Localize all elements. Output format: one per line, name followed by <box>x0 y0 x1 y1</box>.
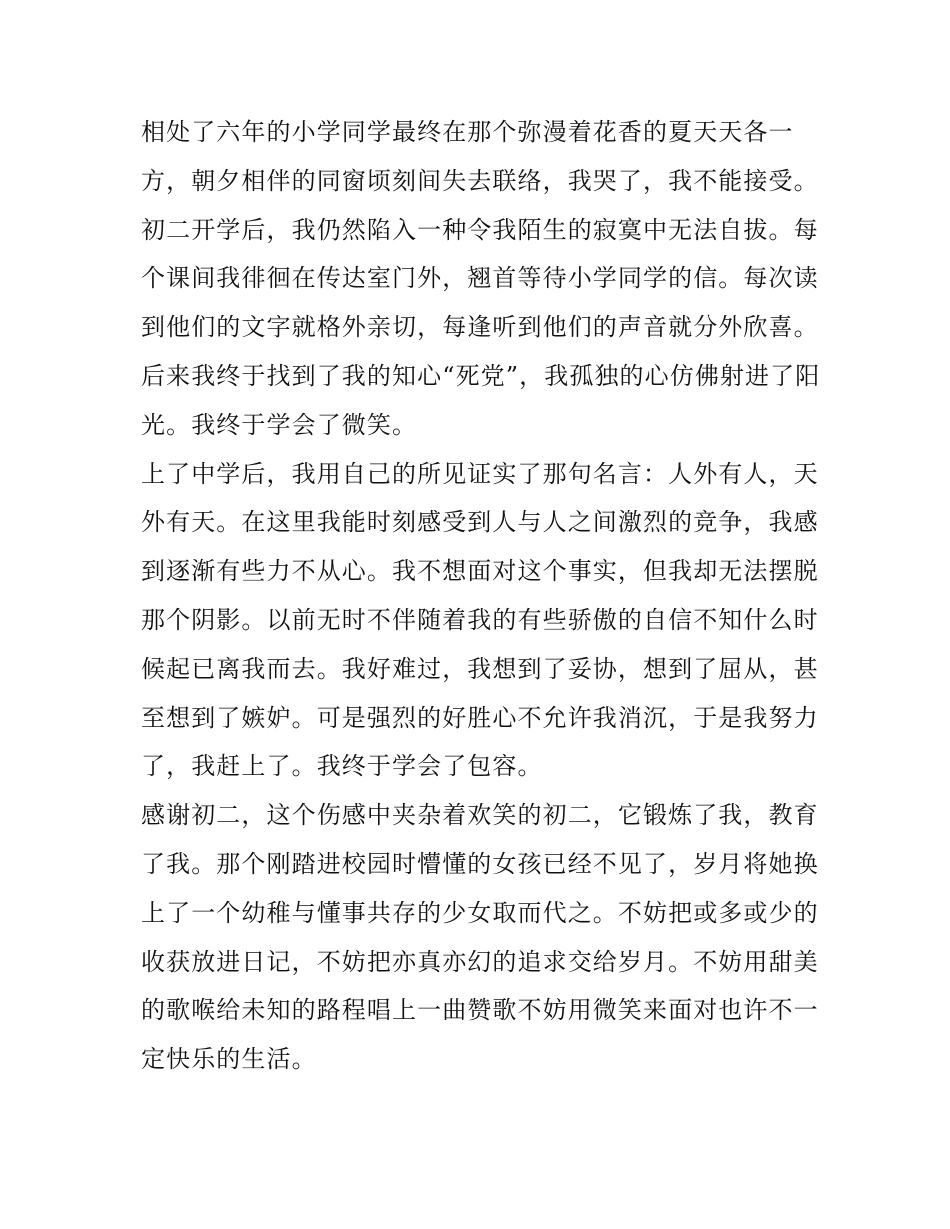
text-line: 感谢初二，这个伤感中夹杂着欢笑的初二，它锻炼了我，教育 <box>141 801 819 830</box>
essay-text <box>141 108 821 1084</box>
text-line: 上了中学后，我用自己的所见证实了那句名言：人外有人，天 <box>141 459 819 488</box>
text-line: 后来我终于找到了我的知心“死党”，我孤独的心仿佛射进了阳 <box>141 361 821 390</box>
text-line: 个课间我徘徊在传达室门外，翘首等待小学同学的信。每次读 <box>141 264 819 293</box>
text-line: 外有天。在这里我能时刻感受到人与人之间激烈的竞争，我感 <box>141 508 819 537</box>
text-line: 至想到了嫉妒。可是强烈的好胜心不允许我消沉，于是我努力 <box>141 703 819 732</box>
text-line: 相处了六年的小学同学最终在那个弥漫着花香的夏天天各一 <box>141 118 794 146</box>
text-line: 那个阴影。以前无时不伴随着我的有些骄傲的自信不知什么时 <box>141 605 819 634</box>
text-line: 收获放进日记，不妨把亦真亦幻的追求交给岁月。不妨用甜美 <box>141 947 819 976</box>
text-line: 候起已离我而去。我好难过，我想到了妥协，想到了屈从，甚 <box>141 654 819 683</box>
text-line: 了，我赶上了。我终于学会了包容。 <box>141 752 543 781</box>
text-line: 方，朝夕相伴的同窗顷刻间失去联络，我哭了，我不能接受。 <box>141 166 819 195</box>
text-line: 定快乐的生活。 <box>141 1045 317 1074</box>
text-line: 了我。那个刚踏进校园时懵懂的女孩已经不见了，岁月将她换 <box>141 849 819 878</box>
text-line: 初二开学后，我仍然陷入一种令我陌生的寂寞中无法自拔。每 <box>141 215 819 244</box>
text-line: 到他们的文字就格外亲切，每逢听到他们的声音就分外欣喜。 <box>141 313 819 342</box>
text-line: 上了一个幼稚与懂事共存的少女取而代之。不妨把或多或少的 <box>141 898 819 927</box>
text-line: 到逐渐有些力不从心。我不想面对这个事实，但我却无法摆脱 <box>141 557 819 586</box>
text-line: 的歌喉给未知的路程唱上一曲赞歌不妨用微笑来面对也许不一 <box>141 996 819 1025</box>
text-line: 光。我终于学会了微笑。 <box>141 410 418 439</box>
